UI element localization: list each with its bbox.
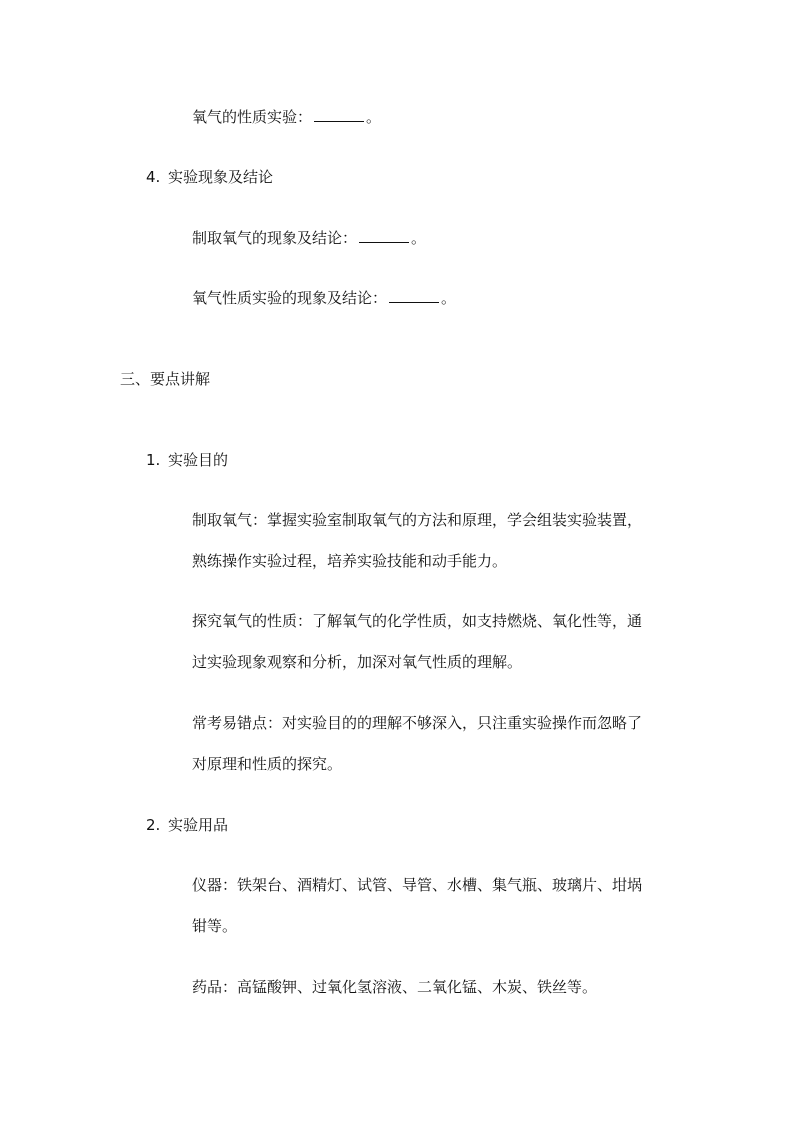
answer-blank[interactable]	[389, 289, 439, 303]
label-oxygen-property: 氧气性质实验的现象及结论：	[192, 289, 388, 307]
answer-blank[interactable]	[314, 108, 364, 122]
item-4-heading	[146, 166, 273, 188]
end-mark: 。	[366, 108, 382, 126]
end-mark: 。	[441, 289, 457, 307]
item-4-number: 4.	[146, 168, 161, 186]
purpose-paragraph-3-line-1: 常考易错点：对实验目的的理解不够深入，只注重实验操作而忽略了	[192, 714, 643, 732]
purpose-paragraph-3-line-2: 对原理和性质的探究。	[192, 755, 343, 773]
instruments-line-2: 钳等。	[192, 917, 238, 935]
end-mark: 。	[411, 229, 427, 247]
label-oxygen-property-experiment: 氧气的性质实验：	[192, 108, 313, 126]
instruments-line-1: 仪器：铁架台、酒精灯、试管、导管、水槽、集气瓶、玻璃片、坩埚	[192, 876, 643, 894]
answer-blank[interactable]	[359, 229, 409, 243]
item-1-heading	[146, 449, 228, 471]
label-prepare-oxygen: 制取氧气的现象及结论：	[192, 229, 358, 247]
purpose-paragraph-1-line-1: 制取氧气：掌握实验室制取氧气的方法和原理，学会组装实验装置，	[192, 511, 643, 529]
section-3-heading: 三、要点讲解	[120, 370, 211, 388]
reagents-line: 药品：高锰酸钾、过氧化氢溶液、二氧化锰、木炭、铁丝等。	[192, 978, 598, 996]
item-1-number: 1.	[146, 451, 161, 469]
item-2-title: 实验用品	[168, 816, 229, 834]
purpose-paragraph-2-line-2: 过实验现象观察和分析，加深对氧气性质的理解。	[192, 653, 523, 671]
item-2-number: 2.	[146, 816, 161, 834]
fill-in-line-oxygen-property-experiment	[192, 106, 381, 128]
fill-in-line-prepare-oxygen	[192, 227, 426, 249]
fill-in-line-oxygen-property	[192, 287, 456, 309]
purpose-paragraph-1-line-2: 熟练操作实验过程，培养实验技能和动手能力。	[192, 552, 508, 570]
item-2-heading	[146, 814, 228, 836]
item-1-title: 实验目的	[168, 451, 229, 469]
purpose-paragraph-2-line-1: 探究氧气的性质：了解氧气的化学性质，如支持燃烧、氧化性等，通	[192, 612, 643, 630]
item-4-title: 实验现象及结论	[168, 168, 274, 186]
